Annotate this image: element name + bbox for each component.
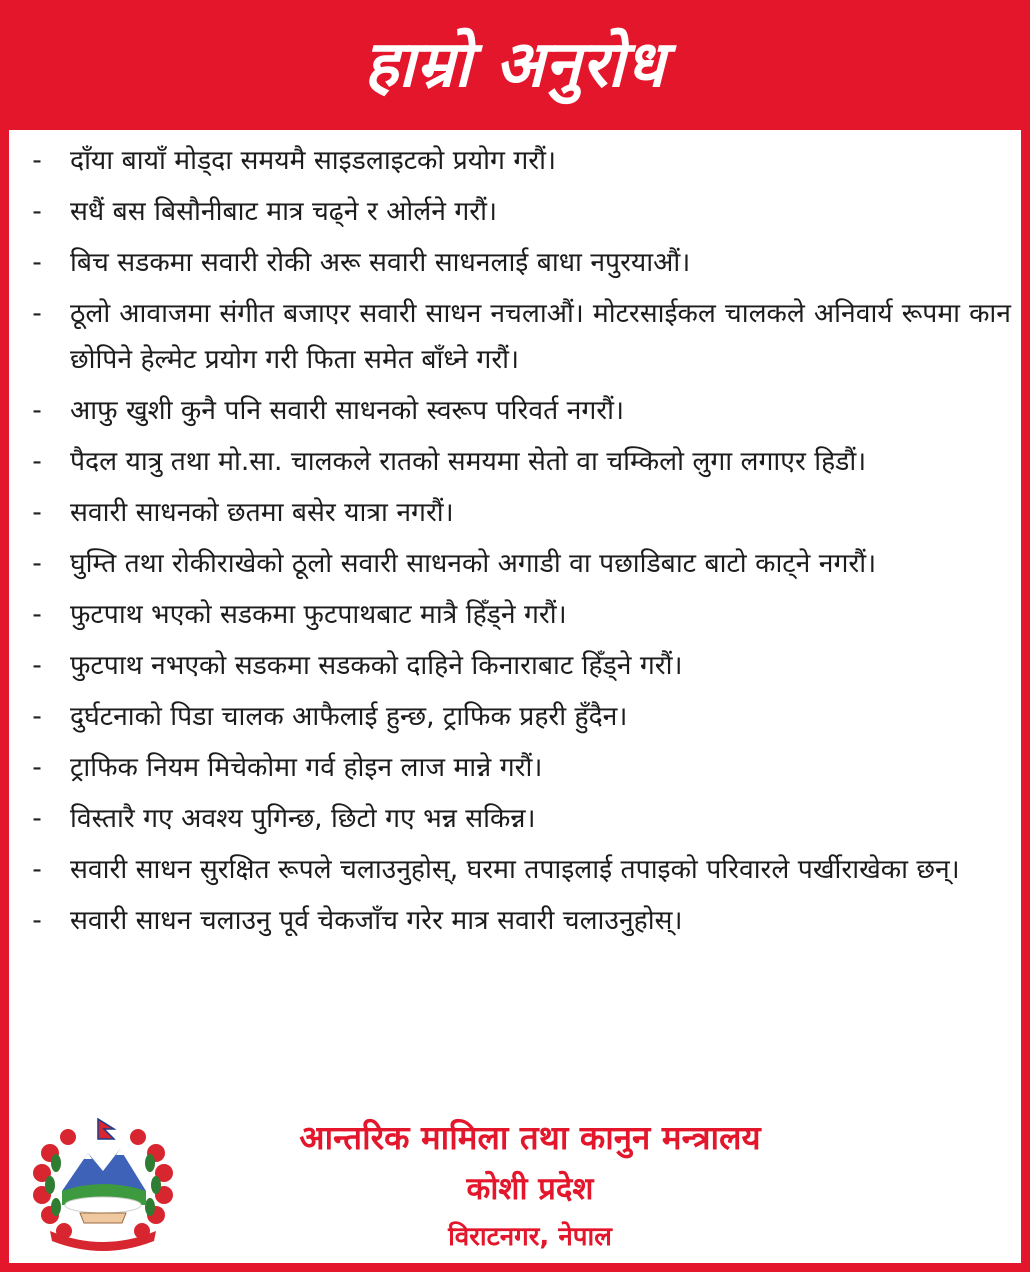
list-item (26, 388, 1011, 434)
list-item-text: फुटपाथ भएको सडकमा फुटपाथबाट मात्रै हिँड्ने गरौं। (70, 599, 567, 630)
list-item (26, 745, 1011, 791)
nepal-emblem-icon (28, 1113, 178, 1253)
bullet-dash: - (32, 905, 42, 936)
request-list (26, 138, 1011, 949)
bullet-dash: - (32, 599, 42, 630)
list-item-text: ठूलो आवाजमा संगीत बजाएर सवारी साधन नचलाऔं। मोटरसाईकल चालकले अनिवार्य रूपमा कान छोपिने हेल्मेट प्रयोग गरी फिता समेत बाँध्ने गरौं। (70, 298, 1011, 375)
list-item (26, 541, 1011, 587)
list-item (26, 694, 1011, 740)
page-title: हाम्रो अनुरोध (364, 27, 666, 102)
bullet-dash: - (32, 650, 42, 681)
list-item (26, 291, 1011, 383)
list-item (26, 847, 1011, 893)
list-item (26, 643, 1011, 689)
list-item (26, 189, 1011, 235)
ministry-name: आन्तरिक मामिला तथा कानुन मन्त्रालय (299, 1118, 761, 1157)
list-item-text: सवारी साधन सुरक्षित रूपले चलाउनुहोस्, घरमा तपाइलाई तपाइको परिवारले पर्खीराखेका छन्। (70, 854, 960, 885)
list-item-text: विस्तारै गए अवश्य पुगिन्छ, छिटो गए भन्न सकिन्न। (70, 803, 536, 834)
bullet-dash: - (32, 247, 42, 278)
bullet-dash: - (32, 145, 42, 176)
footer (0, 1105, 1030, 1265)
list-item (26, 138, 1011, 184)
bullet-dash: - (32, 752, 42, 783)
list-item (26, 898, 1011, 944)
list-item-text: पैदल यात्रु तथा मो.सा. चालकले रातको समयमा सेतो वा चम्किलो लुगा लगाएर हिडौं। (70, 446, 867, 477)
list-item-text: सधैं बस बिसौनीबाट मात्र चढ्ने र ओर्लने गरौं। (70, 196, 497, 227)
bullet-dash: - (32, 298, 42, 329)
list-item (26, 240, 1011, 286)
province-name: कोशी प्रदेश (466, 1171, 594, 1207)
bullet-dash: - (32, 548, 42, 579)
list-item-text: दुर्घटनाको पिडा चालक आफैलाई हुन्छ, ट्राफिक प्रहरी हुँदैन। (70, 701, 628, 732)
header-banner (0, 0, 1030, 130)
bullet-dash: - (32, 701, 42, 732)
bullet-dash: - (32, 446, 42, 477)
bullet-dash: - (32, 196, 42, 227)
list-item-text: सवारी साधन चलाउनु पूर्व चेकजाँच गरेर मात्र सवारी चलाउनुहोस्। (70, 905, 683, 936)
list-item-text: बिच सडकमा सवारी रोकी अरू सवारी साधनलाई बाधा नपुरयाऔं। (70, 247, 691, 278)
bullet-dash: - (32, 497, 42, 528)
list-item-text: सवारी साधनको छतमा बसेर यात्रा नगरौं। (70, 497, 454, 528)
bullet-dash: - (32, 803, 42, 834)
list-item (26, 439, 1011, 485)
location-name: विराटनगर, नेपाल (448, 1222, 612, 1252)
list-item-text: दाँया बायाँ मोड्दा समयमै साइडलाइटको प्रयोग गरौं। (70, 145, 557, 176)
list-item-text: ट्राफिक नियम मिचेकोमा गर्व होइन लाज मान्ने गरौं। (70, 752, 543, 783)
bullet-dash: - (32, 395, 42, 426)
list-item (26, 490, 1011, 536)
list-item-text: घुम्ति तथा रोकीराखेको ठूलो सवारी साधनको अगाडी वा पछाडिबाट बाटो काट्ने नगरौं। (70, 548, 877, 579)
list-item-text: आफु खुशी कुनै पनि सवारी साधनको स्वरूप परिवर्त नगरौं। (70, 395, 625, 426)
list-item-text: फुटपाथ नभएको सडकमा सडकको दाहिने किनाराबाट हिँड्ने गरौं। (70, 650, 683, 681)
bullet-dash: - (32, 854, 42, 885)
list-item (26, 592, 1011, 638)
list-item (26, 796, 1011, 842)
